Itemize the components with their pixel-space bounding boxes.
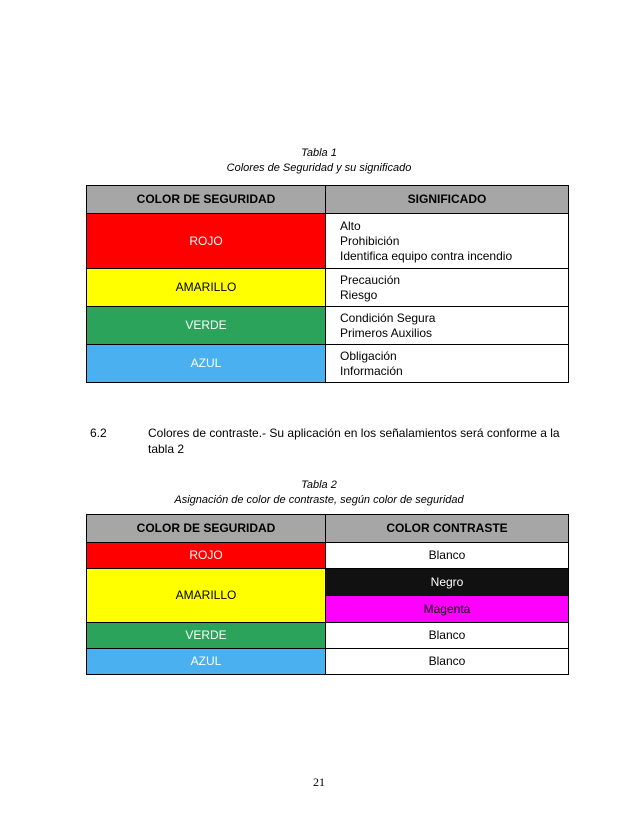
table1-meaning-green [326,307,569,345]
table2-contrast-black: Negro [326,569,569,596]
table1-meaning-blue [326,345,569,383]
table1-header-row [87,186,569,214]
table1-color-red: ROJO [87,214,326,269]
table1-caption-label: Tabla 1 [301,147,337,159]
section-number: 6.2 [90,426,107,440]
table2-contrast-blue: Blanco [326,649,569,675]
table2-header-row [87,515,569,543]
table2-color-yellow: AMARILLO [87,569,326,623]
table1-meaning-yellow [326,269,569,307]
table1-color-blue: AZUL [87,345,326,383]
table1-row-yellow [87,269,569,307]
section-text-line2: tabla 2 [148,442,185,456]
table1-row-green [87,307,569,345]
table2-contrast-green: Blanco [326,623,569,649]
table1 [86,185,569,383]
table1-row-red [87,214,569,269]
table1-row-blue [87,345,569,383]
table2-row-blue [87,649,569,675]
table2-contrast-magenta: Magenta [326,596,569,623]
page-number: 21 [313,775,325,789]
table2-caption-label: Tabla 2 [301,479,337,491]
table2-contrast-red: Blanco [326,543,569,569]
table2-header-color: COLOR DE SEGURIDAD [87,515,326,543]
table2-color-blue: AZUL [87,649,326,675]
meaning-line: Precaución [340,272,401,287]
table1-color-yellow: AMARILLO [87,269,326,307]
section-6-2 [86,425,568,457]
table2-row-yellow-1 [87,569,569,596]
meaning-line: Obligación [340,348,397,363]
table1-caption-title: Colores de Seguridad y su significado [226,162,412,174]
meaning-line: Riesgo [340,287,378,302]
table2-row-green [87,623,569,649]
table1-meaning-red [326,214,569,269]
section-text-line1: Colores de contraste.- Su aplicación en los señalamientos será conforme a la [148,426,560,440]
meaning-line: Condición Segura [340,310,436,325]
table2-caption-title: Asignación de color de contraste, según color de seguridad [174,494,464,506]
table2 [86,514,569,675]
meaning-line: Información [340,363,403,378]
table1-header-color: COLOR DE SEGURIDAD [87,186,326,214]
table2-header-contrast: COLOR CONTRASTE [326,515,569,543]
table2-row-red [87,543,569,569]
table1-header-meaning: SIGNIFICADO [326,186,569,214]
table2-color-green: VERDE [87,623,326,649]
table2-color-red: ROJO [87,543,326,569]
meaning-line: Identifica equipo contra incendio [340,248,513,263]
meaning-line: Prohibición [340,233,400,248]
table1-color-green: VERDE [87,307,326,345]
meaning-line: Alto [340,218,361,233]
meaning-line: Primeros Auxilios [340,325,433,340]
